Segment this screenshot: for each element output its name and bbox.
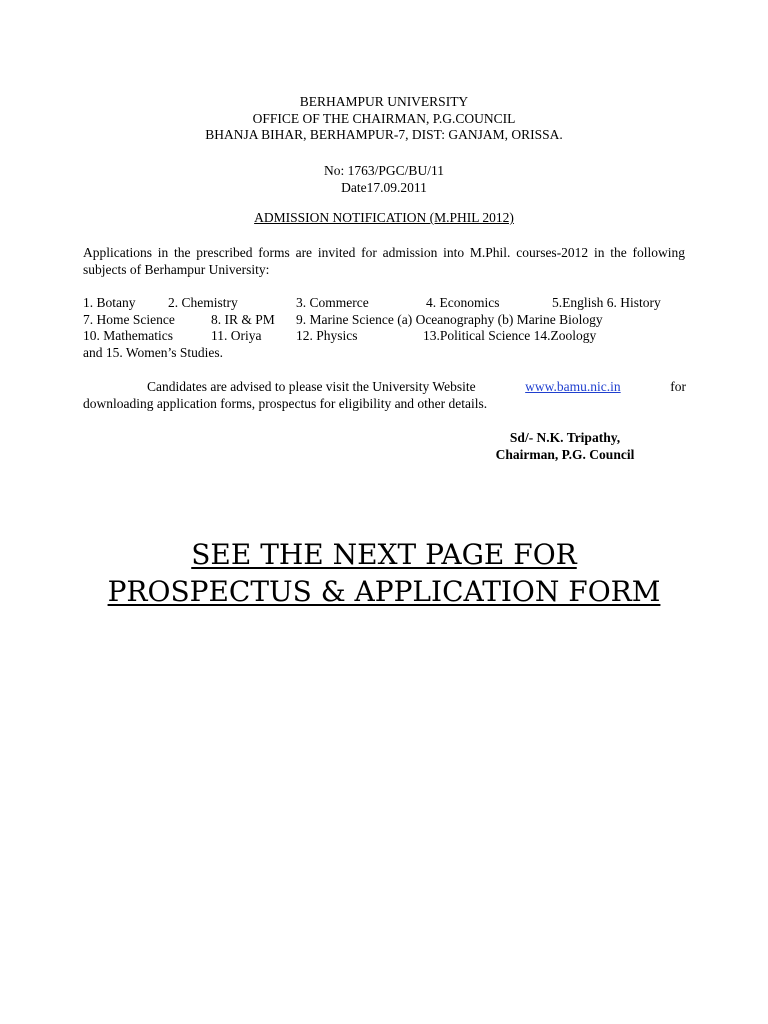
intro-paragraph: Applications in the prescribed forms are invited for admission into M.Phil. courses-2012 in the following subjects of Berhampur University: <box>83 245 685 277</box>
subject-row <box>83 295 703 312</box>
subject-item: 11. Oriya <box>211 328 262 343</box>
office-address: BHANJA BIHAR, BERHAMPUR-7, DIST: GANJAM, ORISSA. <box>205 127 563 142</box>
subject-row <box>83 312 703 329</box>
signature-block <box>470 430 660 463</box>
advice-text-suffix: for <box>670 379 686 394</box>
subject-row <box>83 328 703 345</box>
subject-item: 7. Home Science <box>83 311 175 327</box>
subject-item: 9. Marine Science (a) Oceanography (b) Marine Biology <box>296 311 603 327</box>
subject-item: 10. Mathematics <box>83 328 173 343</box>
subject-item: 5.English 6. History <box>552 295 661 310</box>
advice-text: Candidates are advised to please visit the University Website <box>147 379 476 394</box>
advice-line <box>83 379 686 396</box>
letterhead <box>0 94 768 144</box>
reference-number: No: 1763/PGC/BU/11 <box>324 163 444 178</box>
university-website-link[interactable]: www.bamu.nic.in <box>525 379 621 394</box>
advice-line-2: downloading application forms, prospectus for eligibility and other details. <box>83 395 488 411</box>
office-name: OFFICE OF THE CHAIRMAN, P.G.COUNCIL <box>252 110 516 126</box>
subject-list <box>83 295 703 361</box>
subject-item: 8. IR & PM <box>211 311 275 327</box>
subject-item: 2. Chemistry <box>168 295 238 310</box>
next-page-note-line1: SEE THE NEXT PAGE FOR <box>191 538 577 571</box>
next-page-note <box>0 536 768 610</box>
subject-item: 1. Botany <box>83 295 136 310</box>
signatory-title: Chairman, P.G. Council <box>495 446 635 462</box>
signatory-name: Sd/- N.K. Tripathy, <box>509 430 621 445</box>
subject-item: 3. Commerce <box>296 295 369 310</box>
subject-item: 12. Physics <box>296 328 358 343</box>
notification-title <box>0 210 768 227</box>
reference-date: Date17.09.2011 <box>341 179 427 195</box>
subject-item: 13.Political Science 14.Zoology <box>423 328 597 343</box>
university-name: BERHAMPUR UNIVERSITY <box>299 94 469 109</box>
notification-title-text: ADMISSION NOTIFICATION (M.PHIL 2012) <box>254 210 514 225</box>
advice-paragraph <box>83 379 686 412</box>
subject-item: and 15. Women’s Studies. <box>83 344 224 360</box>
subject-row <box>83 345 703 362</box>
next-page-note-line2: PROSPECTUS & APPLICATION FORM <box>107 575 661 608</box>
subject-item: 4. Economics <box>426 295 500 310</box>
reference-block <box>0 163 768 196</box>
